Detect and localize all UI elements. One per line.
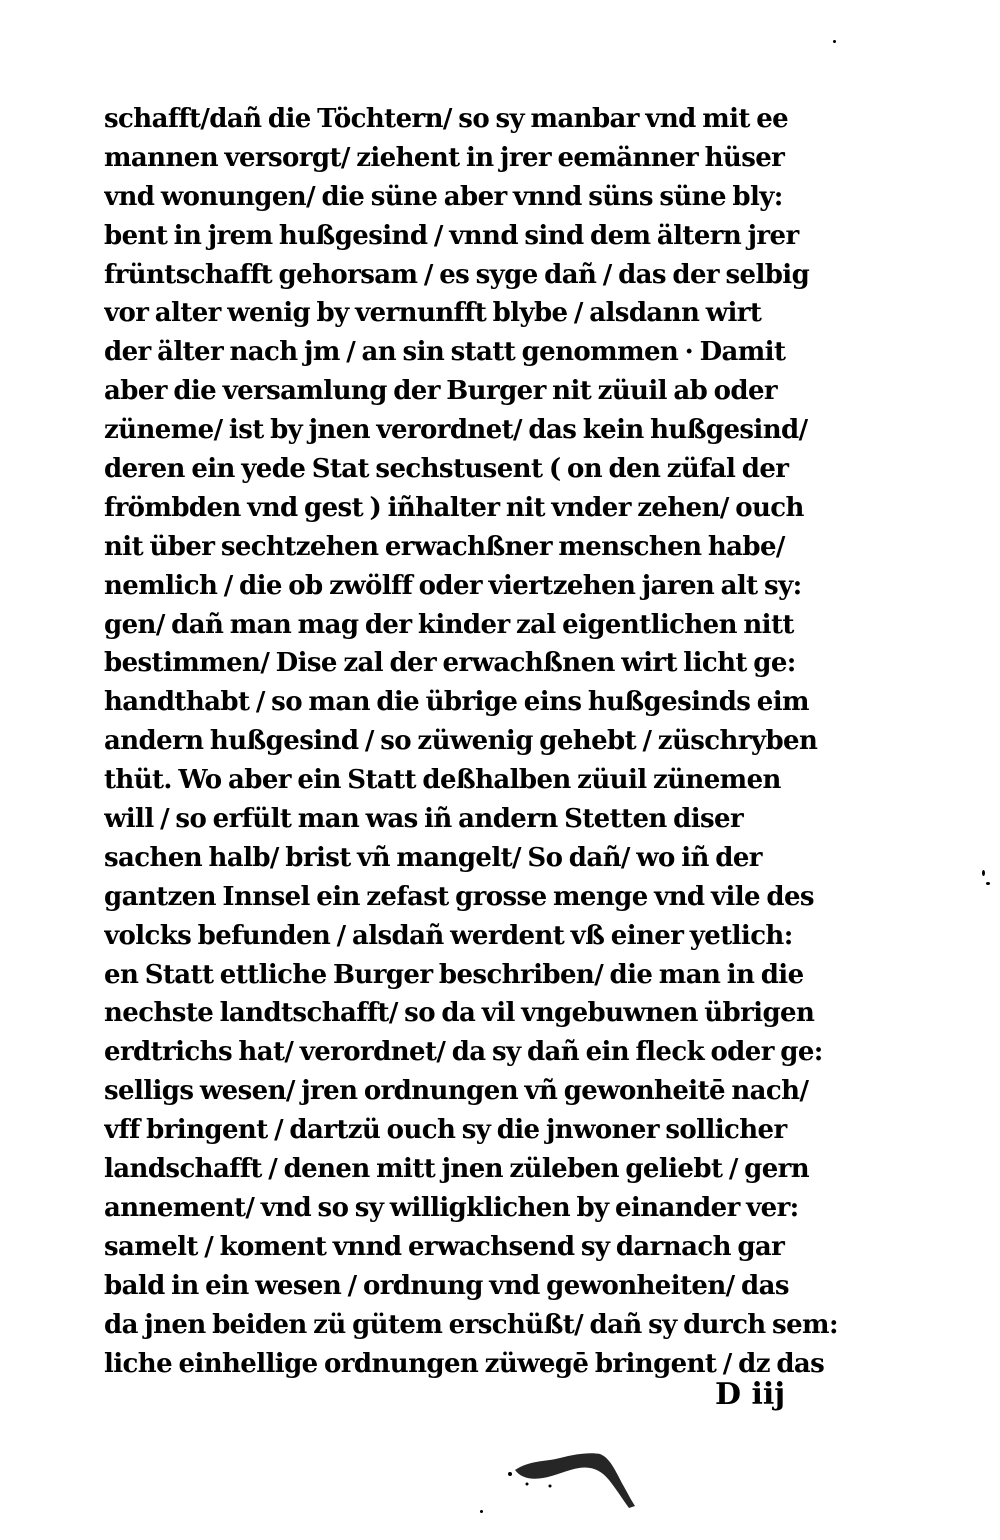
text-line: handthabt / so man die übrige eins hußgesinds eim	[104, 687, 809, 718]
text-line: da jnen beiden zü gütem erschüßt/ dañ sy durch sem:	[104, 1309, 838, 1340]
text-line: gen/ dañ man mag der kinder zal eigentlichen nitt	[104, 609, 794, 640]
text-line: andern hußgesind / so züwenig gehebt / züschryben	[104, 726, 818, 757]
text-line: nit über sechtzehen erwachßner menschen habe/	[104, 531, 785, 562]
text-line: vor alter wenig by vernunfft blybe / alsdann wirt	[104, 298, 762, 329]
text-line: samelt / koment vnnd erwachsend sy darnach gar	[104, 1231, 785, 1262]
text-line: aber die versamlung der Burger nit züuil ab oder	[104, 376, 778, 407]
scan-speck	[480, 1510, 483, 1513]
text-line: frömbden vnd gest ) iñhalter nit vnder zehen/ ouch	[104, 492, 804, 523]
scan-speck	[986, 882, 990, 885]
scan-speck	[833, 40, 836, 43]
text-line: schafft/dañ die Töchtern/ so sy manbar vnd mit ee	[104, 104, 789, 134]
text-line: bestimmen/ Dise zal der erwachßnen wirt licht ge:	[104, 648, 796, 679]
text-line: landschafft / denen mitt jnen züleben geliebt / gern	[104, 1154, 810, 1185]
text-line: will / so erfült man was iñ andern Stetten diser	[104, 804, 744, 835]
text-line: bald in ein wesen / ordnung vnd gewonheiten/ das	[104, 1270, 789, 1301]
text-line: erdtrichs hat/ verordnet/ da sy dañ ein fleck oder ge:	[104, 1037, 823, 1068]
text-line: nemlich / die ob zwölff oder viertzehen jaren alt sy:	[104, 570, 802, 601]
text-line: früntschafft gehorsam / es syge dañ / das der selbig	[104, 259, 810, 290]
text-line: züneme/ ist by jnen verordnet/ das kein hußgesind/	[104, 415, 808, 446]
text-line: annement/ vnd so sy willigklichen by einander ver:	[104, 1192, 799, 1223]
scan-speck	[982, 870, 985, 876]
text-line: nechste landtschafft/ so da vil vngebuwnen übrigen	[104, 998, 815, 1029]
text-line: sachen halb/ brist vñ mangelt/ So dañ/ wo iñ der	[104, 842, 762, 873]
text-line: gantzen Innsel ein zefast grosse menge vnd vile des	[104, 881, 814, 912]
text-line: selligs wesen/ jren ordnungen vñ gewonheitē nach/	[104, 1076, 809, 1107]
text-line: mannen versorgt/ ziehent in jrer eemänner hüser	[104, 142, 785, 173]
text-line: bent in jrem hußgesind / vnnd sind dem ältern jrer	[104, 220, 799, 251]
signature-mark: D iij	[715, 1377, 786, 1412]
text-line: vff bringent / dartzü ouch sy die jnwoner sollicher	[104, 1115, 787, 1146]
text-line: en Statt ettliche Burger beschriben/ die man in die	[104, 959, 804, 990]
ink-smudge	[505, 1440, 640, 1510]
text-line: vnd wonungen/ die süne aber vnnd süns süne bly:	[104, 181, 783, 212]
body-text	[104, 100, 894, 1383]
text-line: deren ein yede Stat sechstusent ( on den züfal der	[104, 454, 789, 485]
text-line: volcks befunden / alsdañ werdent vß einer yetlich:	[104, 920, 793, 951]
text-line: thüt. Wo aber ein Statt deßhalben züuil zünemen	[104, 765, 781, 796]
text-line: liche einhellige ordnungen züwegē bringent / dz das	[104, 1348, 825, 1379]
text-line: der älter nach jm / an sin statt genommen · Damit	[104, 337, 786, 368]
